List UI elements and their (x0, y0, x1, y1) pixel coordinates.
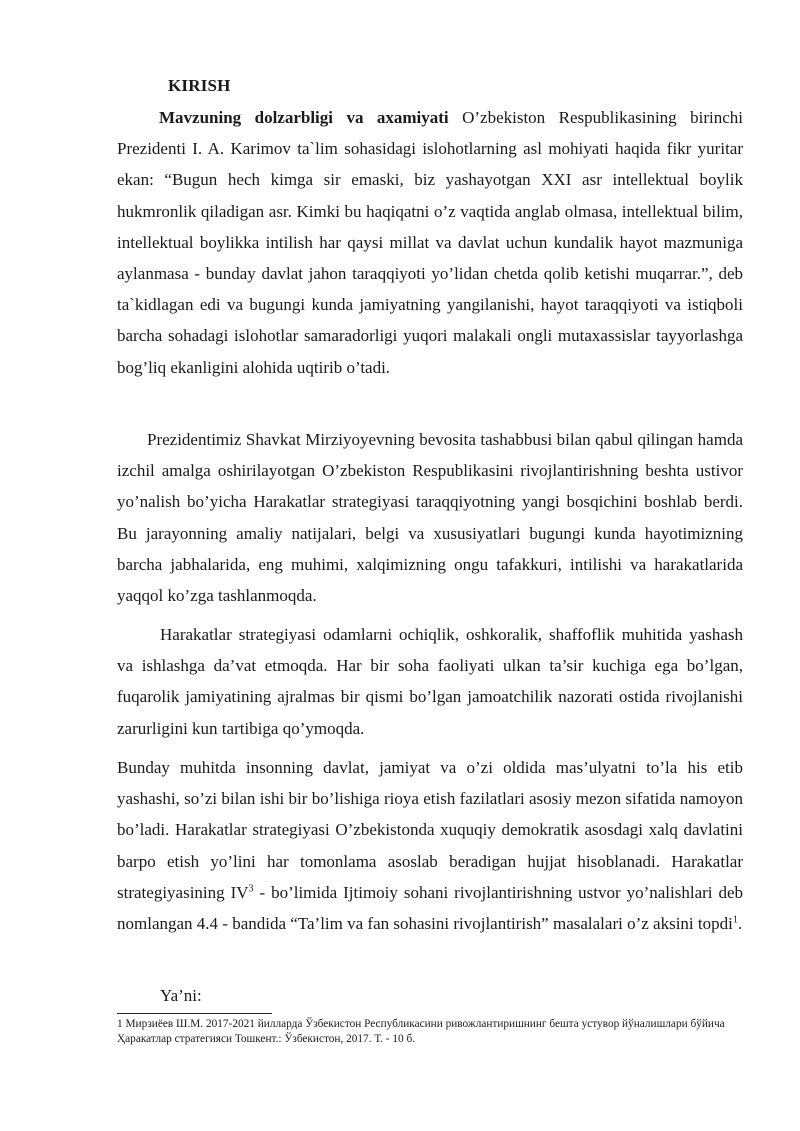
section-heading: KIRISH (168, 76, 231, 95)
paragraph-text: O’zbekiston Respublikasining birinchi Prezidenti I. A. Karimov ta`lim sohasidagi islohotlarning asl mohiyati haqida fikr yuritar ekan: “Bugun hech kimga sir emaski, biz yashayotgan XXI asr intellektual boylik hukmronlik qiladigan asr. Kimki bu haqiqatni o’z vaqtida anglab olmasa, intellektual bilim, intellektual boylikka intilish har qaysi millat va davlat uchun kundalik hayot mazmuniga aylanmasa - bunday davlat jahon taraqqiyoti yo’lidan chetda qolib ketishi muqarrar.”, deb ta`kidlagan edi va bugungi kunda jamiyatning yangilanishi, hayot taraqqiyoti va istiqboli barcha sohadagi islohotlar samaradorligi yuqori malakali ongli mutaxassislar tayyorlashga bog’liq ekanligini alohida uqtirib o’tadi. (117, 108, 743, 377)
superscript-3: 3 (248, 883, 254, 895)
paragraph-namely: Ya’ni: (160, 986, 202, 1005)
paragraph-text-b: - bo’limida Ijtimoiy sohani rivojlantirishning ustvor yo’nalishlari deb nomlangan 4.4 - bandida “Ta’lim va fan sohasini rivojlantirish” masalalari o’z aksini topdi (117, 882, 743, 934)
paragraph-lead: Mavzuning dolzarbligi va axamiyati (159, 108, 449, 127)
footnote-divider (117, 1013, 272, 1014)
paragraph-openness: Harakatlar strategiyasi odamlarni ochiqlik, oshkoralik, shaffoflik muhitida yashash va ishlashga da’vat etmoqda. Har bir soha faoliyati ulkan ta’sir kuchiga ega bo’lgan, fuqarolik jamiyatining ajralmas bir qismi bo’lgan jamoatchilik nazorati ostida rivojlanishi zarurligini kun tartibiga qo’ymoqda. (117, 625, 743, 738)
footnote-ref: 1 (732, 914, 738, 926)
paragraph-text-a: Bunday muhitda insonning davlat, jamiyat va o’zi oldida mas’ulyatni to’la his etib yashashi, so’zi bilan ishi bir bo’lishiga rioya etish fazilatlari asosiy mezon sifatida namoyon bo’ladi. Harakatlar strategiyasi O’zbekistonda xuquqiy demokratik asosdagi xalq davlatini barpo etish yo’lini har tomonlama asoslab beradigan hujjat hisoblanadi. Harakatlar strategiyasining IV (117, 758, 743, 902)
paragraph-responsibility (117, 752, 743, 939)
footnote: 1 Мирзиёев Ш.М. 2017-2021 йилларда Ўзбекистон Республикасини ривожлантиришнинг бешта устувор йўналишлари бўйича Ҳаракатлар стратегияси Тошкент.: Ўзбекистон, 2017. Т. - 10 б. (117, 1018, 725, 1045)
paragraph-relevance (117, 102, 743, 383)
paragraph-text-c: . (737, 914, 743, 934)
paragraph-strategy: Prezidentimiz Shavkat Mirziyoyevning bevosita tashabbusi bilan qabul qilingan hamda izchil amalga oshirilayotgan O’zbekiston Respublikasini rivojlantirishning beshta ustivor yo’nalish bo’yicha Harakatlar strategiyasi taraqqiyotning yangi bosqichini boshlab berdi. Bu jarayonning amaliy natijalari, belgi va xususiyatlari bugungi kunda hayotimizning barcha jabhalarida, eng muhimi, xalqimizning ongu tafakkuri, intilishi va harakatlarida yaqqol ko’zga tashlanmoqda. (117, 430, 743, 606)
